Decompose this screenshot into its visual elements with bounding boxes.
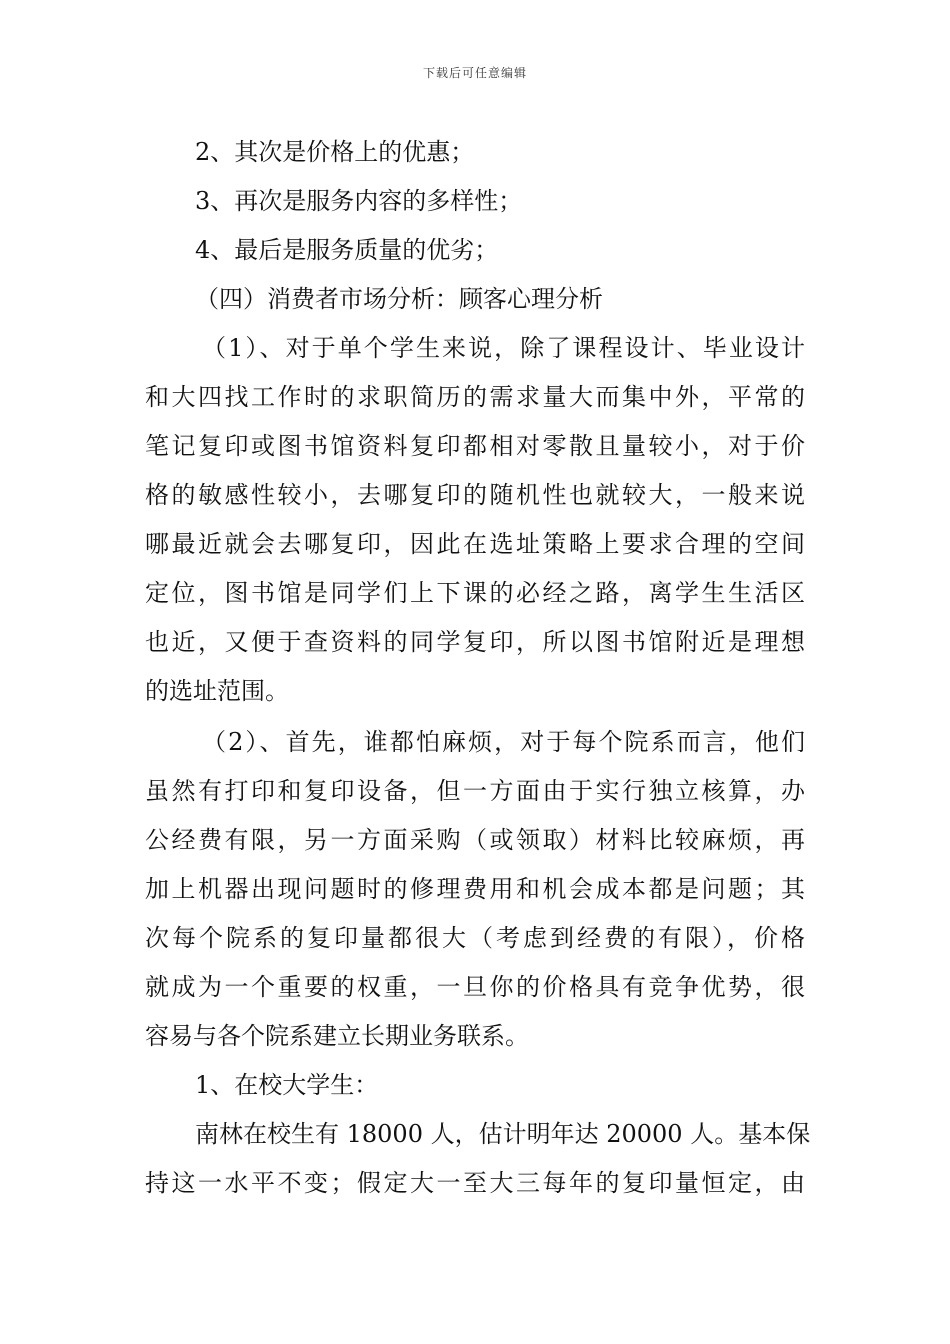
list-item: 2、其次是价格上的优惠； (195, 138, 475, 166)
paragraph-line: 容易与各个院系建立长期业务联系。 (145, 1022, 529, 1050)
paragraph-line: 公经费有限，另一方面采购（或领取）材料比较麻烦，再 (145, 826, 805, 854)
paragraph-line: 也近，又便于查资料的同学复印，所以图书馆附近是理想 (145, 628, 805, 656)
paragraph-line: 虽然有打印和复印设备，但一方面由于实行独立核算，办 (145, 777, 805, 805)
paragraph-line: 哪最近就会去哪复印，因此在选址策略上要求合理的空间 (145, 530, 805, 558)
paragraph-line: 定位，图书馆是同学们上下课的必经之路，离学生生活区 (145, 579, 805, 607)
paragraph-2 (145, 718, 810, 1061)
list-item: 3、再次是服务内容的多样性； (195, 187, 523, 215)
paragraph-line: 格的敏感性较小，去哪复印的随机性也就较大，一般来说 (145, 481, 805, 509)
page-header: 下载后可任意编辑 (422, 66, 527, 80)
paragraph-line: 加上机器出现问题时的修理费用和机会成本都是问题；其 (145, 875, 805, 903)
paragraph-line: 南林在校生有 18000 人，估计明年达 20000 人。基本保 (195, 1120, 811, 1148)
list-item: 4、最后是服务质量的优劣； (195, 236, 499, 264)
paragraph-line: 笔记复印或图书馆资料复印都相对零散且量较小，对于价 (145, 432, 805, 460)
section-heading: （四）消费者市场分析：顾客心理分析 (195, 285, 603, 313)
paragraph-3 (145, 1110, 810, 1208)
document-body (145, 128, 810, 1208)
paragraph-line: 就成为一个重要的权重，一旦你的价格具有竞争优势，很 (145, 973, 805, 1001)
paragraph-line: 的选址范围。 (145, 677, 289, 705)
paragraph-line: （2）、首先，谁都怕麻烦，对于每个院系而言，他们 (202, 728, 805, 756)
subheading: 1、在校大学生： (195, 1071, 379, 1099)
paragraph-1 (145, 324, 810, 716)
paragraph-line: 和大四找工作时的求职简历的需求量大而集中外，平常的 (145, 383, 805, 411)
paragraph-line: 持这一水平不变；假定大一至大三每年的复印量恒定，由 (145, 1169, 805, 1197)
paragraph-line: 次每个院系的复印量都很大（考虑到经费的有限），价格 (145, 924, 805, 952)
paragraph-line: （1）、对于单个学生来说，除了课程设计、毕业设计 (202, 334, 805, 362)
